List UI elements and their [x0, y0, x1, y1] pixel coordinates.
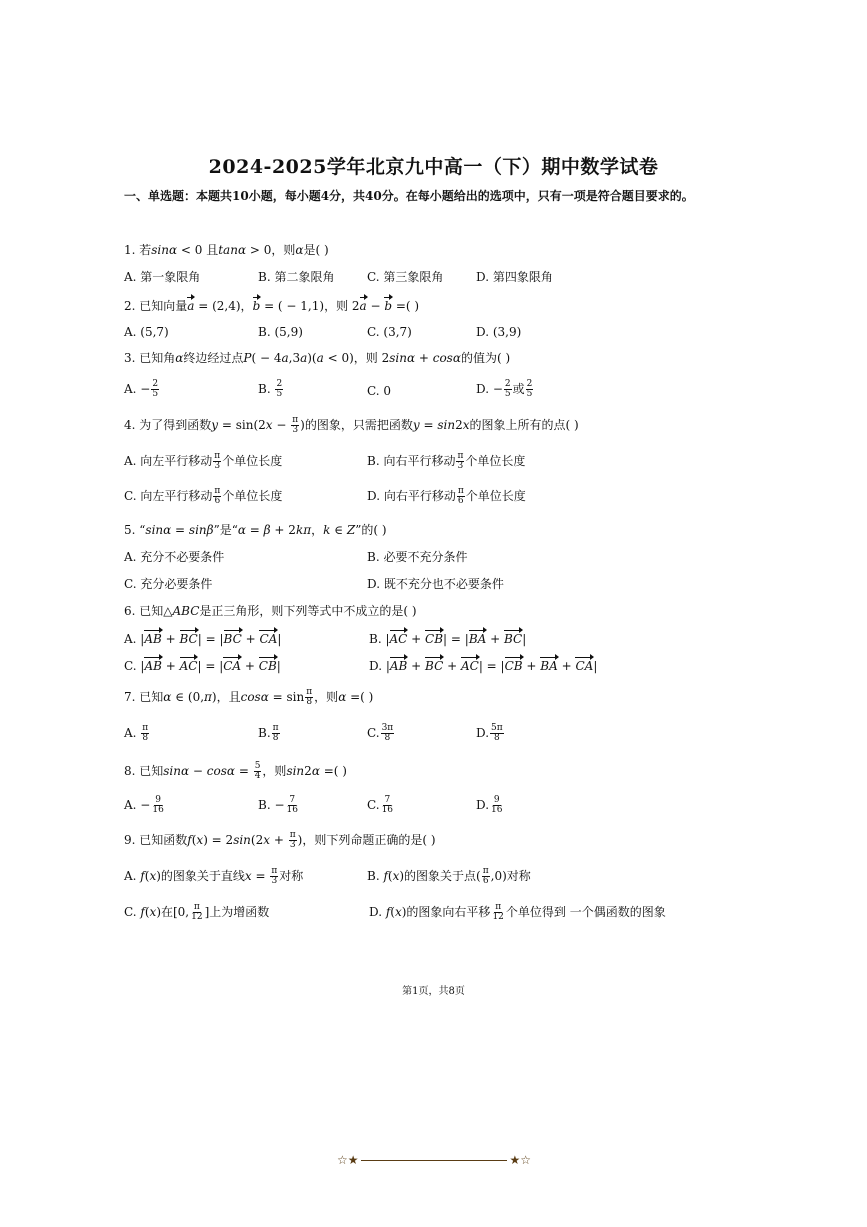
q6-option-b: B. |AC + CB| = |BA + BC| [369, 632, 527, 646]
q7-option-b: B. $\frac{\pi}{8}$ [258, 723, 279, 743]
footer-decoration [337, 1152, 531, 1168]
q8-option-a: A. − $\frac{9}{16}$ [124, 795, 164, 815]
q9-option-d: D. f(x)的图象向右平移 $\frac{\pi}{12}$ 个单位得到 一个偶函数的图象 [369, 902, 666, 922]
q1-option-d: D. 第四象限角 [476, 270, 553, 284]
q2-option-c: C. (3,7) [367, 325, 412, 339]
q3-option-c: C. 0 [367, 384, 392, 398]
q5-option-d: D. 既不充分也不必要条件 [367, 577, 504, 591]
q5-option-c: C. 充分必要条件 [124, 577, 213, 591]
q1-option-a: A. 第一象限角 [124, 270, 201, 284]
q5-option-b: B. 必要不充分条件 [367, 550, 468, 564]
q4-option-a: A. 向左平行移动 $\frac{\pi}{3}$ 个单位长度 [124, 451, 283, 471]
page-number: 第1页，共8页 [402, 986, 465, 997]
q9-option-a: A. f(x)的图象关于直线x = $\frac{\pi}{3}$ 对称 [124, 866, 304, 886]
star-icon: ★☆ [509, 1153, 531, 1167]
q8-option-b: B. − $\frac{7}{16}$ [258, 795, 298, 815]
q7-option-d: D. $\frac{5\pi}{8}$ [476, 723, 503, 743]
q3-option-d: D. − $\frac{2}{5}$ 或 $\frac{2}{5}$ [476, 379, 533, 399]
q2-option-a: A. (5,7) [124, 325, 169, 339]
q3-option-a: A. − $\frac{2}{5}$ [124, 379, 159, 399]
page-title: 2024-2025学年北京九中高一（下）期中数学试卷 [208, 156, 659, 178]
q4-option-c: C. 向左平行移动 $\frac{\pi}{6}$ 个单位长度 [124, 486, 283, 506]
q7-option-c: C. $\frac{3\pi}{8}$ [367, 723, 394, 743]
q2-option-d: D. (3,9) [476, 325, 522, 339]
question-3: 3. 已知角α终边经过点P( − 4a,3a)(a < 0)，则 2sinα + cosα的值为( ) [124, 351, 511, 365]
q8-option-d: D. $\frac{9}{16}$ [476, 795, 503, 815]
star-icon: ☆★ [337, 1153, 359, 1167]
q9-option-c: C. f(x)在[0, $\frac{\pi}{12}$ ]上为增函数 [124, 902, 270, 922]
q9-option-b: B. f(x)的图象关于点( $\frac{\pi}{6}$ ,0)对称 [367, 866, 531, 886]
q7-option-a: A. $\frac{\pi}{8}$ [124, 723, 149, 743]
q1-option-b: B. 第二象限角 [258, 270, 335, 284]
question-1: 1. 若sinα < 0 且tanα > 0，则α是( ) [124, 243, 329, 257]
q6-option-a: A. |AB + BC| = |BC + CA| [124, 632, 282, 646]
q1-option-c: C. 第三象限角 [367, 270, 444, 284]
footer-divider [361, 1160, 508, 1161]
q6-option-c: C. |AB + AC| = |CA + CB| [124, 659, 281, 673]
q6-option-d: D. |AB + BC + AC| = |CB + BA + CA| [369, 659, 598, 673]
q4-option-b: B. 向右平行移动 $\frac{\pi}{3}$ 个单位长度 [367, 451, 526, 471]
q8-option-c: C. $\frac{7}{16}$ [367, 795, 394, 815]
question-4: 4. 为了得到函数y = sin(2x − $\frac{\pi}{3}$ )的图象，只需把函数y = sin2x的图象上所有的点( ) [124, 415, 579, 435]
q3-option-b: B. $\frac{2}{5}$ [258, 379, 283, 399]
question-5: 5. “sinα = sinβ”是“α = β + 2kπ，k ∈ Z”的( ) [124, 523, 387, 537]
q2-option-b: B. (5,9) [258, 325, 303, 339]
section-heading: 一、单选题：本题共10小题，每小题4分，共40分。在每小题给出的选项中，只有一项是符合题目要求的。 [124, 189, 694, 203]
q5-option-a: A. 充分不必要条件 [124, 550, 225, 564]
question-8: 8. 已知sinα − cosα = $\frac{5}{4}$ ，则sin2α =( ) [124, 761, 347, 781]
question-6: 6. 已知△ABC是正三角形，则下列等式中不成立的是( ) [124, 604, 417, 618]
question-7: 7. 已知α ∈ (0,π)，且cosα = sin $\frac{\pi}{8}$ ，则α =( ) [124, 687, 374, 707]
question-2: 2. 已知向量a = (2,4)，b = ( − 1,1)，则 2a − b =( ) [124, 299, 420, 313]
question-9: 9. 已知函数f(x) = 2sin(2x + $\frac{\pi}{3}$ )，则下列命题正确的是( ) [124, 830, 436, 850]
q4-option-d: D. 向右平行移动 $\frac{\pi}{6}$ 个单位长度 [367, 486, 526, 506]
